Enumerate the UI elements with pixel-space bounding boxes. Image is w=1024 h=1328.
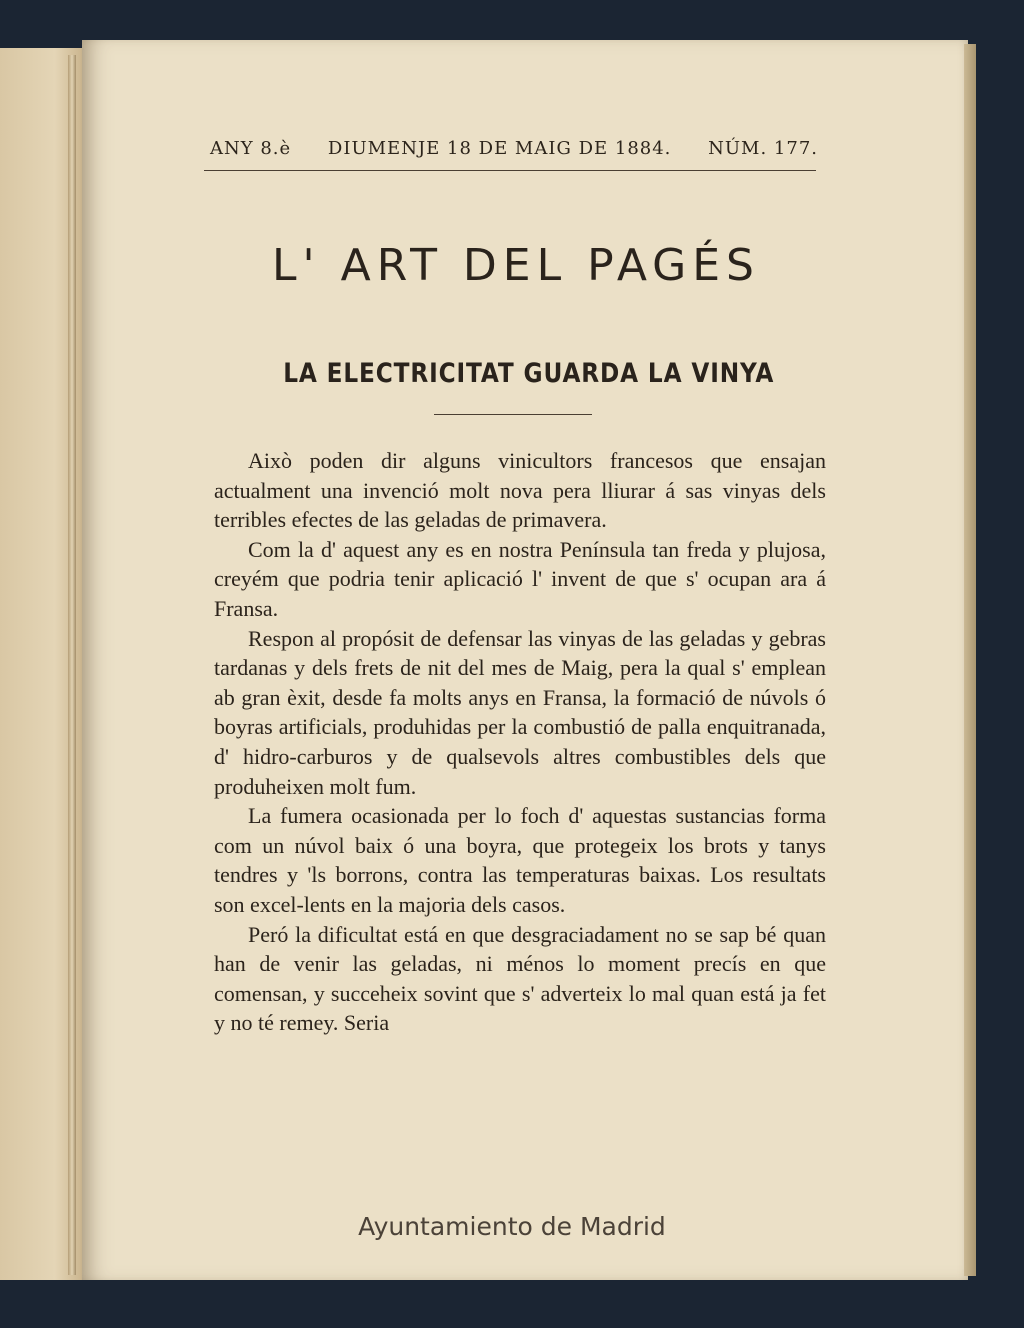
article-body <box>214 446 826 1038</box>
header-rule <box>204 170 816 171</box>
issue-date: DIUMENJE 18 DE MAIG DE 1884. <box>327 138 672 159</box>
paragraph: Això poden dir alguns vinicultors francesos que ensajan actualment una invenció molt nova pera lliurar á sas vinyas dels terribles efectes de las geladas de primavera. <box>214 448 826 533</box>
issue-year: ANY 8.è <box>210 138 292 159</box>
article-title: LA ELECTRICITAT GUARDA LA VINYA <box>283 358 775 389</box>
page-stack-edge <box>964 44 976 1276</box>
page-header <box>210 138 818 159</box>
title-separator <box>434 414 592 415</box>
paragraph: Com la d' aquest any es en nostra Península tan freda y plujosa, creyém que podria tenir aplicació l' invent de que s' ocupan ara á Fransa. <box>214 536 826 621</box>
paragraph: Peró la dificultat está en que desgraciadament no se sap bé quan han de venir las geladas, ni ménos lo moment precís en que comensan, y succeheix sovint que s' adverteix lo mal quan está ja fet y no té remey. Seria <box>214 921 826 1036</box>
issue-number: NÚM. 177. <box>708 138 818 159</box>
book-spine-edge <box>68 55 76 1275</box>
publication-title: L' ART DEL PAGÉS <box>272 240 760 291</box>
paragraph: La fumera ocasionada per lo foch d' aquestas sustancias forma com un núvol baix ó una boyra, que protegeix los brots y tanys tendres y 'ls borrons, contra las temperaturas baixas. Los resultats son excel-lents en la majoria dels casos. <box>214 803 826 917</box>
library-watermark: Ayuntamiento de Madrid <box>358 1212 666 1241</box>
paragraph: Respon al propósit de defensar las vinyas de las geladas y gebras tardanas y dels frets de nit del mes de Maig, pera la qual s' emplean ab gran èxit, desde fa molts anys en Fransa, la formació de núvols ó boyras artificials, produhidas per la combustió de palla enquitranada, d' hidro-carburos y de qualsevols altres combustibles dels que produheixen molt fum. <box>214 625 826 799</box>
